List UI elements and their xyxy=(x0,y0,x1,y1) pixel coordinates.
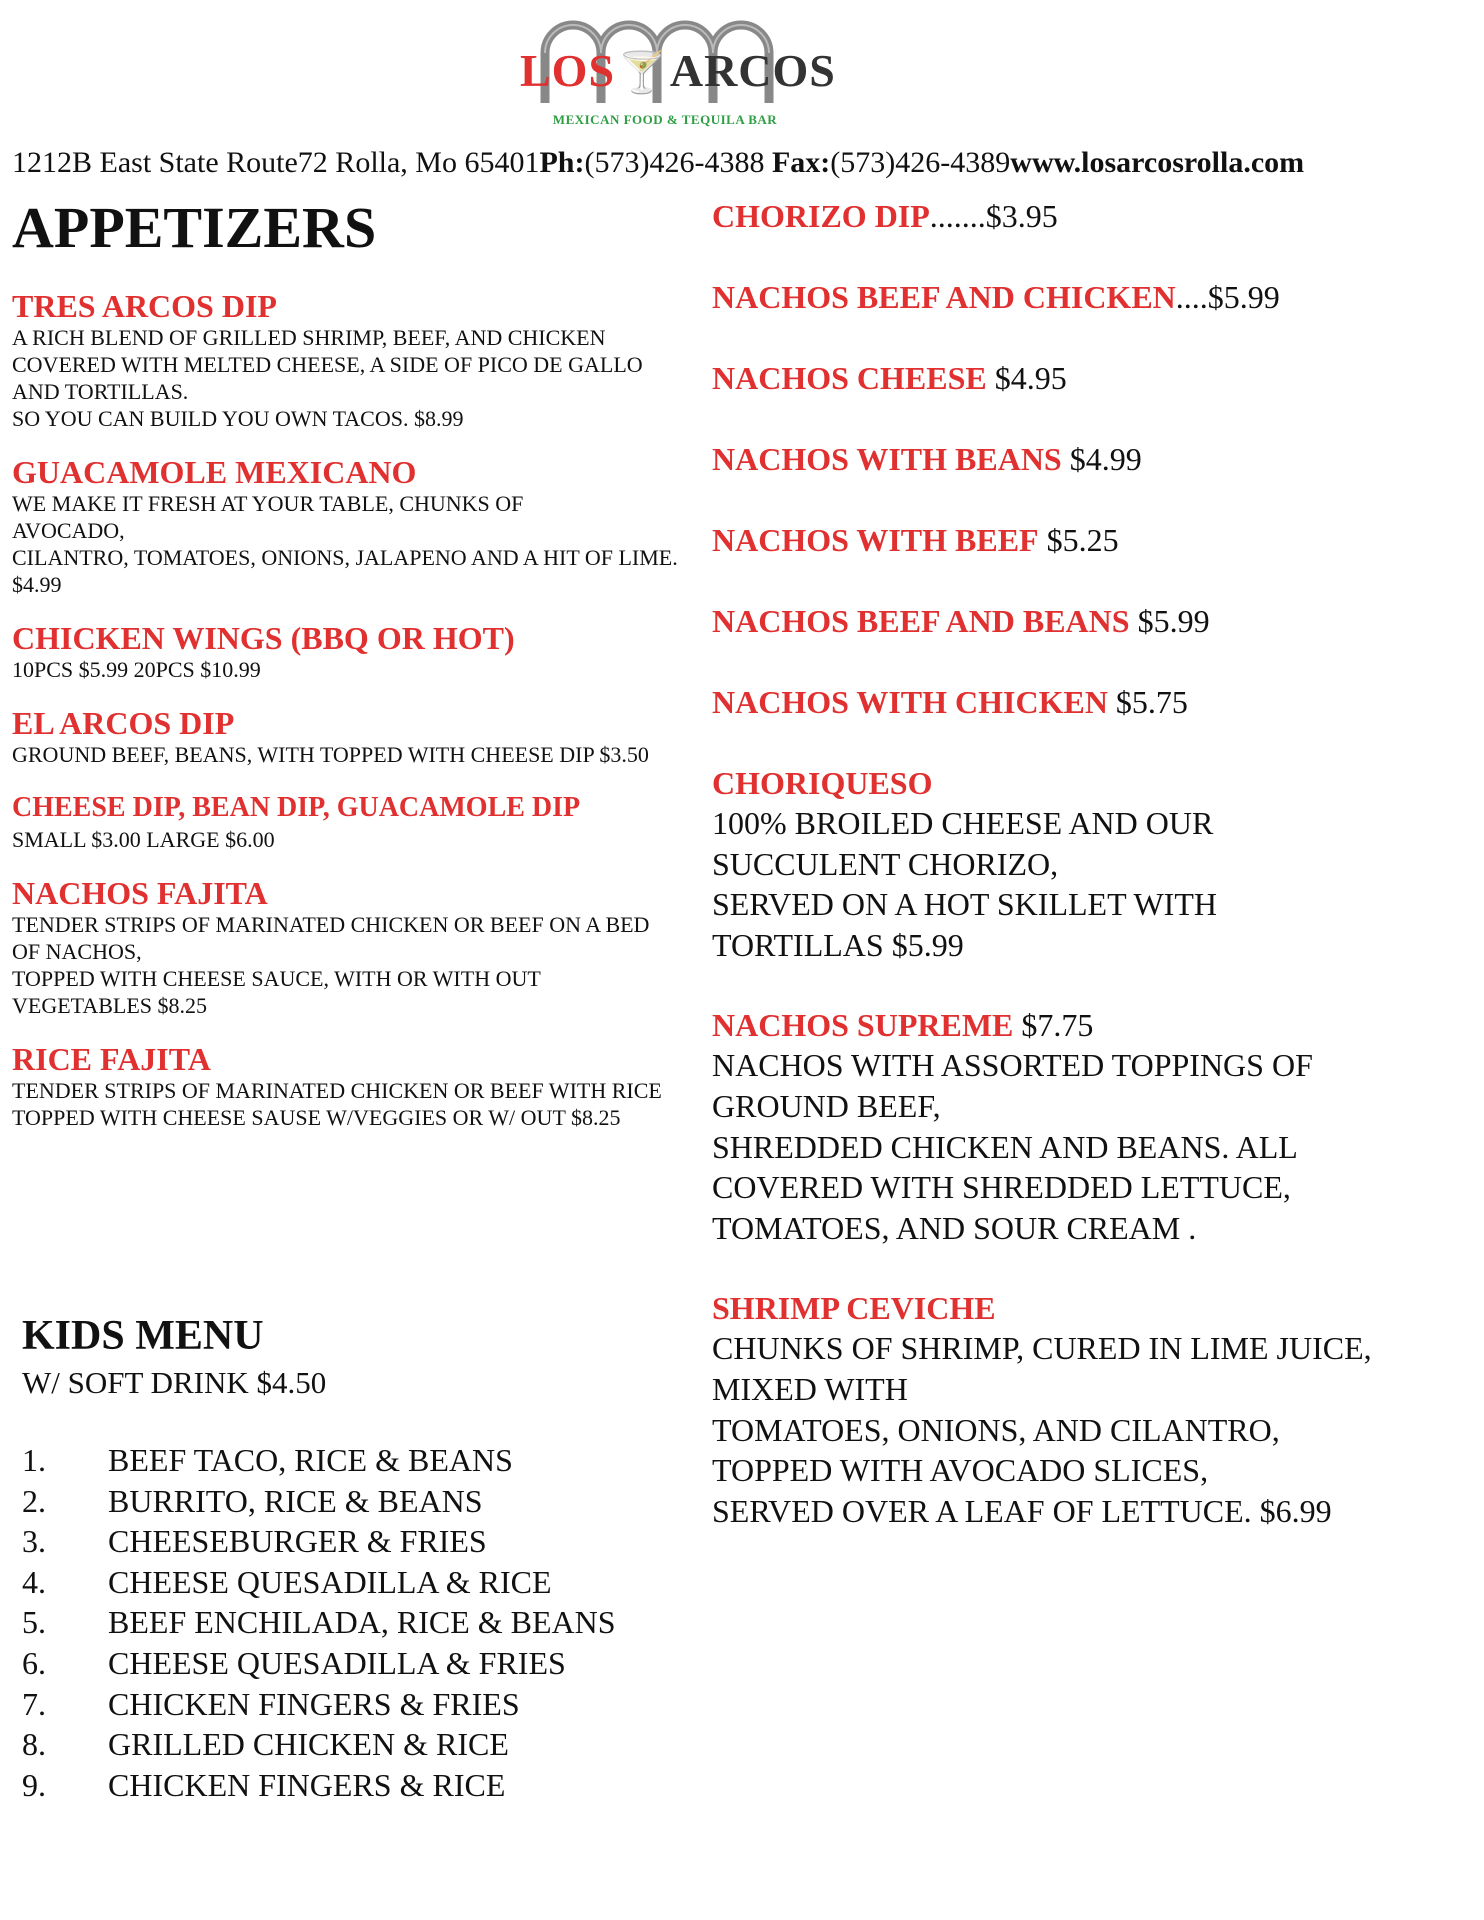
item-number: 3. xyxy=(22,1523,46,1560)
menu-item xyxy=(12,877,692,1019)
kids-menu-list xyxy=(22,1440,682,1805)
item-description: CILANTRO, TOMATOES, ONIONS, JALAPENO AND A HIT OF LIME. $4.99 xyxy=(12,545,678,597)
list-item xyxy=(22,1684,682,1725)
fax-label: Fax: xyxy=(771,146,831,179)
menu-item xyxy=(12,622,692,683)
street-address: 1212B East State Route72 Rolla, Mo 65401 xyxy=(12,146,540,179)
list-item xyxy=(22,1724,682,1765)
item-description-line: COVERED WITH SHREDDED LETTUCE, xyxy=(712,1169,1291,1206)
list-item xyxy=(22,1602,682,1643)
item-description: 10PCS $5.99 20PCS $10.99 xyxy=(12,657,261,682)
item-number: 4. xyxy=(22,1563,46,1600)
item-description: SMALL $3.00 LARGE $6.00 xyxy=(12,827,275,852)
item-number: 9. xyxy=(22,1766,46,1803)
item-name: NACHOS SUPREME xyxy=(712,1007,1014,1044)
item-price: $4.95 xyxy=(986,360,1067,396)
item-number: 8. xyxy=(22,1726,46,1763)
logo-text-arcos: ARCOS xyxy=(669,45,836,96)
item-name: NACHOS BEEF AND BEANS xyxy=(712,603,1130,639)
item-description-line: SERVED ON A HOT SKILLET WITH xyxy=(712,886,1217,923)
item-text: CHICKEN FINGERS & FRIES xyxy=(108,1685,520,1722)
choriqueso-item xyxy=(712,763,1482,965)
item-description-line: GROUND BEEF, xyxy=(712,1087,941,1124)
item-text: CHEESE QUESADILLA & FRIES xyxy=(108,1644,566,1681)
item-description: TENDER STRIPS OF MARINATED CHICKEN OR BEEF ON A BED OF NACHOS, xyxy=(12,912,650,964)
menu-item xyxy=(712,601,1482,641)
menu-item xyxy=(12,290,692,432)
menu-item xyxy=(712,277,1482,317)
item-description: A RICH BLEND OF GRILLED SHRIMP, BEEF, AND CHICKEN COVERED WITH MELTED CHEESE, A SIDE OF PICO DE GALLO AND TORTILLAS. xyxy=(12,325,643,404)
list-item xyxy=(22,1440,682,1481)
item-price: ....$5.99 xyxy=(1175,279,1280,315)
item-description-line: NACHOS WITH ASSORTED TOPPINGS OF xyxy=(712,1047,1313,1084)
item-description-line: CHUNKS OF SHRIMP, CURED IN LIME JUICE, xyxy=(712,1330,1372,1367)
item-text: CHEESE QUESADILLA & RICE xyxy=(108,1563,552,1600)
item-price: $5.99 xyxy=(1129,603,1210,639)
item-text: BEEF ENCHILADA, RICE & BEANS xyxy=(108,1604,616,1641)
item-name: GUACAMOLE MEXICANO xyxy=(12,454,417,490)
shrimp-ceviche-item xyxy=(712,1288,1482,1531)
phone-label: Ph: xyxy=(539,146,585,179)
fax-number: (573)426-4389 xyxy=(830,146,1011,179)
item-description-line: SUCCULENT CHORIZO, xyxy=(712,845,1059,882)
nachos-supreme-item xyxy=(712,1005,1482,1248)
logo-text-los: LOS xyxy=(520,45,616,96)
item-name: CHORIQUESO xyxy=(712,765,933,801)
item-name: NACHOS FAJITA xyxy=(12,875,268,911)
logo xyxy=(520,8,836,128)
item-name: NACHOS WITH CHICKEN xyxy=(712,684,1108,720)
item-text: BURRITO, RICE & BEANS xyxy=(108,1482,483,1519)
item-name: RICE FAJITA xyxy=(12,1041,211,1077)
right-column xyxy=(712,196,1482,1571)
menu-item xyxy=(712,196,1482,236)
item-number: 2. xyxy=(22,1482,46,1519)
item-description-line: TOMATOES, ONIONS, AND CILANTRO, xyxy=(712,1411,1280,1448)
item-name: NACHOS WITH BEEF xyxy=(712,522,1039,558)
list-item xyxy=(22,1643,682,1684)
item-description-line: MIXED WITH xyxy=(712,1370,908,1407)
phone-number: (573)426-4388 xyxy=(584,146,765,179)
menu-item xyxy=(712,520,1482,560)
item-name: CHORIZO DIP xyxy=(712,198,930,234)
item-text: BEEF TACO, RICE & BEANS xyxy=(108,1442,513,1478)
kids-menu-subtitle: W/ SOFT DRINK $4.50 xyxy=(22,1365,327,1400)
address-line xyxy=(12,146,1482,180)
list-item xyxy=(22,1765,682,1806)
item-description-line: TOMATOES, AND SOUR CREAM . xyxy=(712,1209,1197,1246)
website-link[interactable]: www.losarcosrolla.com xyxy=(1010,146,1305,179)
item-text: CHEESEBURGER & FRIES xyxy=(108,1523,487,1560)
item-text: CHICKEN FINGERS & RICE xyxy=(108,1766,506,1803)
list-item xyxy=(22,1562,682,1603)
item-price: $5.25 xyxy=(1038,522,1119,558)
item-description: GROUND BEEF, BEANS, WITH TOPPED WITH CHEESE DIP $3.50 xyxy=(12,742,649,767)
logo-wordmark xyxy=(520,44,836,97)
item-name: CHICKEN WINGS (BBQ OR HOT) xyxy=(12,620,515,656)
list-item xyxy=(22,1481,682,1522)
item-description-line: SHREDDED CHICKEN AND BEANS. ALL xyxy=(712,1128,1298,1165)
appetizers-title: APPETIZERS xyxy=(12,195,377,260)
item-price: $4.99 xyxy=(1061,441,1142,477)
item-number: 1. xyxy=(22,1442,46,1478)
menu-item xyxy=(712,682,1482,722)
item-price: $7.75 xyxy=(1013,1007,1094,1044)
item-description: TOPPED WITH CHEESE SAUCE, WITH OR WITH OUT VEGETABLES $8.25 xyxy=(12,966,541,1018)
list-item xyxy=(22,1521,682,1562)
menu-item xyxy=(12,1043,692,1131)
item-number: 7. xyxy=(22,1685,46,1722)
menu-item xyxy=(12,707,692,768)
kids-menu-title: KIDS MENU xyxy=(22,1313,264,1359)
margarita-glass-icon: 🍸 xyxy=(617,50,668,95)
item-name: NACHOS CHEESE xyxy=(712,360,987,396)
menu-item xyxy=(12,456,692,598)
item-price: $5.75 xyxy=(1107,684,1188,720)
menu-item xyxy=(12,792,692,853)
item-name: CHEESE DIP, BEAN DIP, GUACAMOLE DIP xyxy=(12,792,581,823)
item-name: TRES ARCOS DIP xyxy=(12,288,277,324)
item-description-line: TOPPED WITH AVOCADO SLICES, xyxy=(712,1452,1209,1489)
menu-item xyxy=(712,358,1482,398)
item-description-line: SERVED OVER A LEAF OF LETTUCE. $6.99 xyxy=(712,1492,1332,1529)
appetizers-column xyxy=(12,196,692,1155)
item-description: TENDER STRIPS OF MARINATED CHICKEN OR BEEF WITH RICE TOPPED WITH CHEESE SAUSE W/VEGGIES OR W/ OUT $8.25 xyxy=(12,1078,662,1130)
item-name: NACHOS WITH BEANS xyxy=(712,441,1062,477)
item-name: NACHOS BEEF AND CHICKEN xyxy=(712,279,1176,315)
item-number: 5. xyxy=(22,1604,46,1641)
item-description-line: 100% BROILED CHEESE AND OUR xyxy=(712,805,1214,841)
item-name: EL ARCOS DIP xyxy=(12,705,235,741)
kids-menu xyxy=(22,1312,682,1805)
menu-item xyxy=(712,439,1482,479)
item-name: SHRIMP CEVICHE xyxy=(712,1290,996,1327)
item-description-line: TORTILLAS $5.99 xyxy=(712,926,964,963)
item-text: GRILLED CHICKEN & RICE xyxy=(108,1726,509,1763)
logo-tagline: MEXICAN FOOD & TEQUILA BAR xyxy=(552,112,778,127)
item-description: SO YOU CAN BUILD YOU OWN TACOS. $8.99 xyxy=(12,406,464,431)
item-number: 6. xyxy=(22,1644,46,1681)
item-description: WE MAKE IT FRESH AT YOUR TABLE, CHUNKS OF AVOCADO, xyxy=(12,491,524,543)
item-price: .......$3.95 xyxy=(929,198,1058,234)
